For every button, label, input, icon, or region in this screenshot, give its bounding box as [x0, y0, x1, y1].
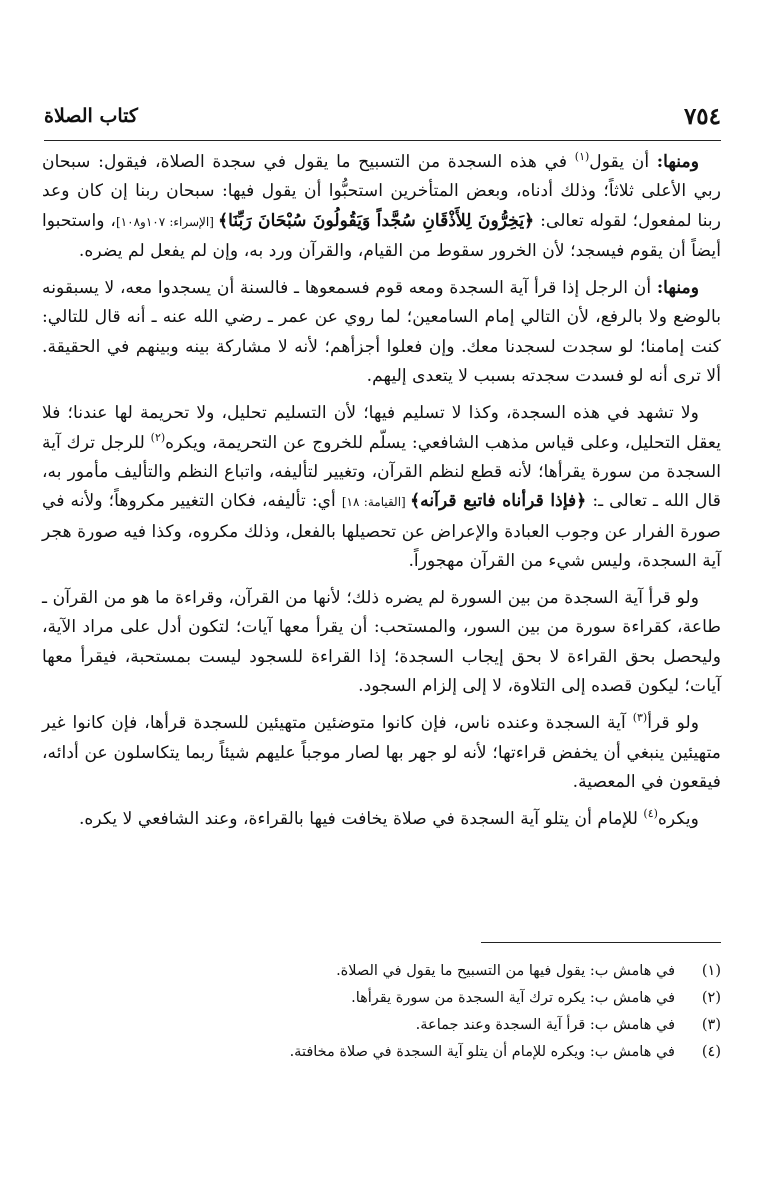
header-rule: [44, 140, 721, 141]
paragraph-text: ، واستحبوا أيضاً أن يقوم فيسجد؛ لأن الخرور سقوط من القيام، والقرآن ورد به، وإن لم يفعل لم يضره.: [42, 210, 721, 261]
paragraph-text: ولا تشهد في هذه السجدة، وكذا لا تسليم فيها؛ لأن التسليم تحليل، ولا تحريمة لها عندنا؛ فلا يعقل التحليل، وعلى قياس مذهب الشافعي: يسلّم للخروج عن التحريمة، ويكره: [42, 403, 721, 453]
paragraph-4: [42, 584, 721, 701]
quran-verse: ﴿فإذا قرأناه فاتبع قرآنه﴾: [410, 491, 587, 512]
footnote-ref: (٢): [150, 430, 166, 444]
paragraph-6: [42, 805, 721, 834]
verse-reference: [الإسراء: ١٠٧و١٠٨]: [115, 214, 219, 229]
footnote-number: (٤): [701, 1044, 721, 1060]
page-header: [44, 103, 721, 133]
footnote-text: في هامش ب: يقول فيها من التسبيح ما يقول في الصلاة.: [336, 963, 675, 979]
footnotes: [44, 958, 721, 1066]
footnote-item: [44, 1039, 721, 1065]
paragraph-3: [42, 399, 721, 576]
verse-reference: [القيامة: ١٨]: [341, 495, 411, 510]
footnote-item: [44, 1012, 721, 1038]
paragraph-text: أن يقول: [589, 152, 650, 172]
paragraph-2: [42, 274, 721, 391]
paragraph-text: ولو قرأ: [647, 713, 700, 734]
footnote-number: (٢): [701, 990, 721, 1006]
main-text: [42, 148, 721, 843]
paragraph-text: للرجل ترك آية السجدة من سورة يقرأها؛ لأنه قطع لنظم القرآن، وتغيير لتأليفه، واتباع النظم والتأليف مأمور به، قال الله ـ تعالى ـ:: [42, 432, 721, 512]
paragraph-text: أن الرجل إذا قرأ آية السجدة ومعه قوم فسمعوها ـ فالسنة أن يسجدوا معه، لا يسبقونه بالوضع ولا بالرفع، لأن التالي إمام السامعين؛ لما روي عن عمر ـ رضي الله عنه ـ أنه قال للتالي: كنت إمامنا؛ لو سجدت لسجدنا معك. وإن فعلوا أجزأهم؛ لأنه لا مشاركة بينه وبينهم في الحقيقة. ألا ترى أنه لو فسدت سجدته بسبب لا يتعدى إليهم.: [42, 278, 721, 387]
footnote-item: [44, 985, 721, 1011]
paragraph-text: ويكره: [657, 809, 699, 830]
footnote-ref: (٣): [632, 711, 648, 725]
footnote-number: (٣): [701, 1017, 721, 1033]
footnote-ref: (١): [574, 150, 590, 163]
paragraph-text: أي: تأليفه، فكان التغيير مكروهاً؛ ولأنه في صورة الفرار عن وجوب العبادة والإعراض عن تحصيلها بالفعل، وذلك مكروه، وكذا فيه صورة هجر آية السجدة، وليس شيء من القرآن مهجوراً.: [42, 491, 721, 571]
paragraph-1: [42, 148, 721, 266]
paragraph-text: في هذه السجدة من التسبيح ما يقول في سجدة الصلاة، فيقول: سبحان ربي الأعلى ثلاثاً؛ وذلك أدناه، وبعض المتأخرين استحبُّوا أن يقول فيها: سبحان ربنا إن كان وعد ربنا لمفعول؛ لقوله تعالى:: [42, 152, 722, 231]
page-number: ٧٥٤: [683, 103, 721, 130]
quran-verse: ﴿يَخِرُّونَ لِلأَذْقَانِ سُجَّداً وَيَقُولُونَ سُبْحَانَ رَبِّنَا﴾: [218, 210, 535, 231]
paragraph-lead: ومنها:: [656, 278, 700, 299]
footnote-separator: [481, 942, 721, 943]
paragraph-text: ولو قرأ آية السجدة من بين السورة لم يضره ذلك؛ لأنها من القرآن، وقراءة ما هو من القرآن ـ طاعة، كقراءة سورة من بين السور، والمستحب: أن يقرأ معها آيات؛ لتكون أدل على مراد الآية، وليحصل بحق القراءة لا بحق إيجاب السجدة؛ إذا القراءة للسجود ليست بمستحبة، فيقرأ معها آيات؛ ليكون قصده إلى التلاوة، لا إلى إلزام السجود.: [42, 588, 721, 697]
paragraph-text: للإمام أن يتلو آية السجدة في صلاة يخافت فيها بالقراءة، وعند الشافعي لا يكره.: [78, 809, 644, 830]
paragraph-lead: ومنها:: [656, 152, 699, 172]
footnote-text: في هامش ب: ويكره للإمام أن يتلو آية السجدة في صلاة مخافتة.: [289, 1044, 675, 1060]
book-title: كتاب الصلاة: [44, 105, 138, 127]
paragraph-text: آية السجدة وعنده ناس، فإن كانوا متوضئين متهيئين للسجدة قرأها، فإن كانوا غير متهيئين ينبغي أن يخفض قراءتها؛ لأنه لو جهر بها لصار موجباً عليهم شيئاً ربما يتكاسلون عن أدائه، فيقعون في المعصية.: [42, 713, 721, 792]
paragraph-5: [42, 709, 721, 797]
footnote-text: في هامش ب: يكره ترك آية السجدة من سورة يقرأها.: [351, 990, 675, 1006]
footnote-ref: (٤): [643, 807, 658, 821]
footnote-text: في هامش ب: قرأ آية السجدة وعند جماعة.: [415, 1017, 675, 1033]
footnote-number: (١): [701, 963, 721, 979]
footnote-item: [44, 958, 721, 984]
